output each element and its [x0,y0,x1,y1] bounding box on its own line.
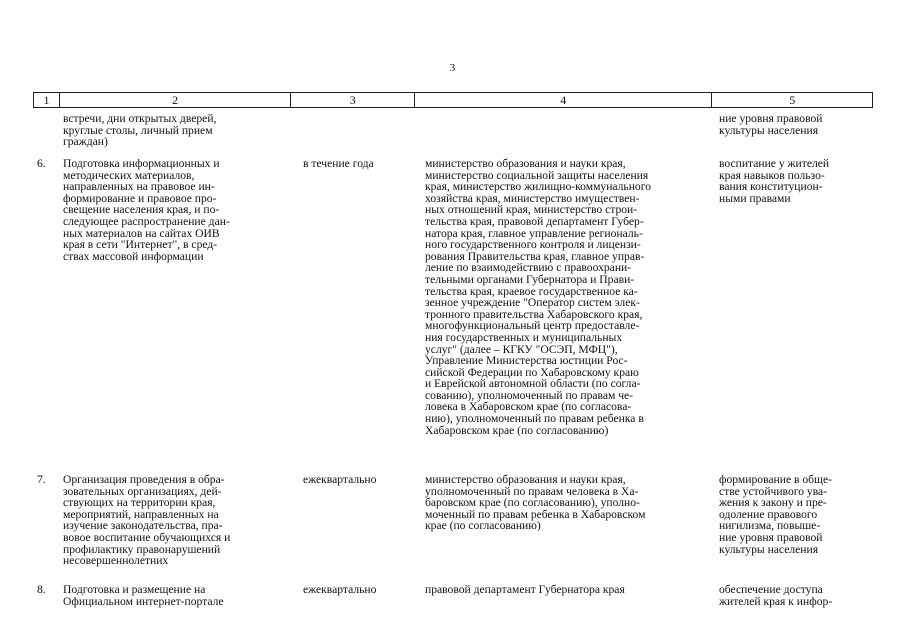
text-line: края в сети "Интернет", в сред- [63,238,218,252]
text-line: натора края, главное управление региональ- [425,226,643,240]
text-line: ежеквартально [303,583,377,596]
text-line: министерство социальной защиты населения [425,168,649,182]
text-line: нигилизма, повыше- [719,519,821,533]
row-number [37,158,55,170]
text-line: ствах массовой информации [63,249,204,263]
text-line: 8. [37,583,46,596]
text-line: ного государственного контроля и лицензи- [425,238,641,252]
text-line: граждан) [63,135,108,149]
text-line: круглые столы, личный прием [63,123,213,137]
text-line: культуры населения [719,123,819,137]
text-line: края, министерство жилищно-коммунального [425,180,651,194]
text-line: Хабаровском крае (по согласованию) [425,423,609,437]
text-line: ние уровня правовой [719,112,823,125]
row-result [719,158,871,204]
header-col-1: 1 [34,93,60,107]
text-line: ние уровня правовой [719,530,823,544]
text-line: зовательных организациях, дей- [63,484,222,498]
row-result [719,113,871,136]
page-number: 3 [449,62,456,74]
text-line: тронного правительства Хабаровского края, [425,307,643,321]
row-executors [425,474,717,532]
text-line: ление по взаимодействию с правоохрани- [425,261,632,275]
header-col-3: 3 [291,93,415,107]
row-item [63,584,281,607]
text-line: воспитание у жителей [719,157,830,170]
text-line: культуры населения [719,542,819,556]
text-line: министерство образования и науки края, [425,157,626,170]
text-line: сованию), уполномоченный по правам че- [425,388,634,402]
text-line: моченный по правам ребенка в Хабаровском [425,507,646,521]
text-line: крае (по согласованию) [425,519,541,533]
text-line: мероприятий, направленных на [63,507,219,521]
text-line: края навыков пользо- [719,168,825,182]
row-number [37,474,55,486]
text-line: многофункциональный центр предоставле- [425,319,640,333]
text-line: свещение населения края, и по- [63,203,220,217]
text-line: ными правами [719,191,791,205]
table-header-row [33,92,873,108]
text-line: баровском крае (по согласованию), уполно- [425,496,640,510]
text-line: изучение законодательства, пра- [63,519,223,533]
text-line: встречи, дни открытых дверей, [63,112,217,125]
text-line: 6. [37,157,46,170]
text-line: рования Правительства края, главное управ- [425,249,645,263]
text-line: и Еврейской автономной области (по согла- [425,377,641,391]
text-line: формирование в обще- [719,473,832,486]
text-line: жения к закону и пре- [719,496,827,510]
row-term [303,158,413,170]
text-line: сийской Федерации по Хабаровскому краю [425,365,639,379]
text-line: ловека в Хабаровском крае (по согласова- [425,400,632,414]
text-line: методических материалов, [63,168,195,182]
text-line: ных отношений края, министерство строи- [425,203,638,217]
row-result [719,584,871,607]
text-line: обеспечение доступа [719,583,823,596]
row-term [303,584,413,596]
text-line: Организация проведения в обра- [63,473,225,486]
text-line: нию), уполномоченный по правам ребенка в [425,412,644,426]
text-line: ежеквартально [303,473,377,486]
text-line: зенное учреждение "Оператор систем элек- [425,296,640,310]
text-line: услуг" (далее – КГКУ "ОСЭП, МФЦ"), [425,342,618,356]
text-line: министерство образования и науки края, [425,473,626,486]
text-line: Подготовка и размещение на [63,583,206,596]
text-line: следующее распространение дан- [63,214,230,228]
text-line: Подготовка информационных и [63,157,220,170]
header-col-5: 5 [789,93,796,107]
text-line: тельными органами Губернатора и Прави- [425,272,635,286]
text-line: Управление Министерства юстиции Рос- [425,354,628,368]
text-line: профилактику правонарушений [63,542,221,556]
text-line: уполномоченный по правам человека в Ха- [425,484,639,498]
text-line: правовой департамент Губернатора края [425,583,625,596]
text-line: Официальном интернет-портале [63,594,224,608]
text-line: жителей края к инфор- [719,594,833,608]
header-col-2: 2 [60,93,291,107]
row-executors [425,158,717,436]
text-line: несовершеннолетних [63,554,169,568]
row-executors [425,584,717,596]
text-line: формирование и правовое про- [63,191,217,205]
text-line: ствующих на территории края, [63,496,216,510]
text-line: вания конституцион- [719,180,823,194]
row-item [63,474,281,567]
row-number [37,584,55,596]
text-line: хозяйства края, министерство имуществен- [425,191,640,205]
header-col-4: 4 [415,93,712,107]
text-line: в течение года [303,157,374,170]
text-line: тельства края, краевое государственное ка- [425,284,638,298]
text-line: ния государственных и муниципальных [425,330,623,344]
text-line: стве устойчивого ува- [719,484,828,498]
row-item [63,158,281,262]
row-term [303,474,413,486]
text-line: направленных на правовое ин- [63,180,215,194]
text-line: тельства края, правовой департамент Губер- [425,214,644,228]
row-item [63,113,281,148]
row-result [719,474,871,555]
text-line: 7. [37,473,46,486]
text-line: ных материалов на сайтах ОИВ [63,226,220,240]
text-line: вовое воспитание обучающихся и [63,530,231,544]
text-line: одоление правового [719,507,818,521]
